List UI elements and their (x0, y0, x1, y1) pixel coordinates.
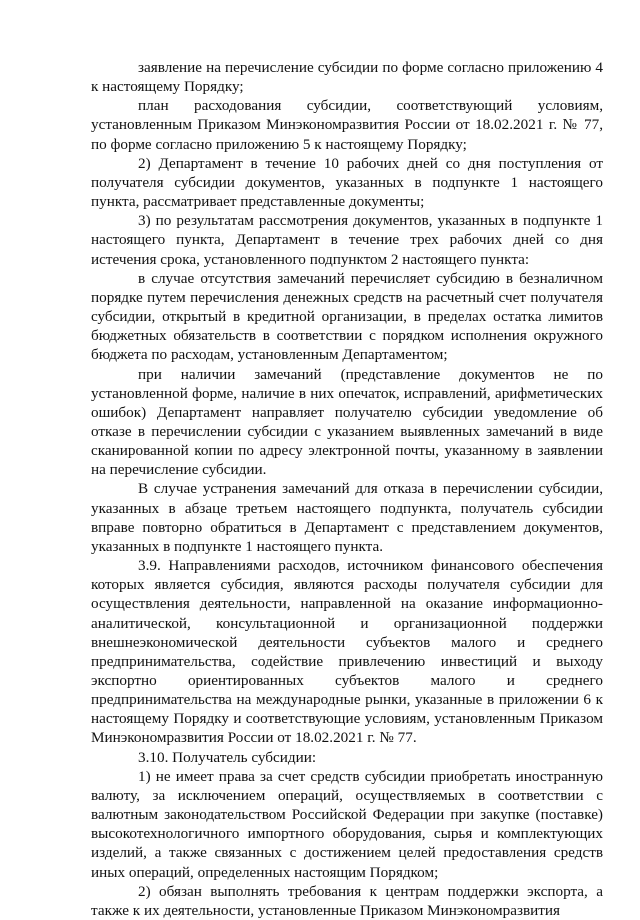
paragraph-no-remarks: в случае отсутствия замечаний перечисляет субсидию в безналичном порядке путем перечисления денежных средств на расчетный счет получателя субсидии, открытый в кредитной организации, в пределах остатка лимитов бюджетных обязательств в соответствии с порядком исполнения окружного бюджета по расходам, установленным Департаментом; (91, 269, 603, 364)
paragraph-with-remarks: при наличии замечаний (представление документов не по установленной форме, наличие в них опечаток, исправлений, арифметических ошибок) Департамент направляет получателю субсидии уведомление об отказе в перечислении субсидии с указанием выявленных замечаний в виде сканированной копии по адресу электронной почты, указанному в заявлении на перечисление субсидии. (91, 365, 603, 479)
paragraph-currency-restriction: 1) не имеет права за счет средств субсидии приобретать иностранную валюту, за исключением операций, осуществляемых в соответствии с валютным законодательством Российской Федерации при закупке (поставке) высокотехнологичного импортного оборудования, сырья и комплектующих изделий, а также связанных с достижением целей предоставления средств иных операций, определенных настоящим Порядком; (91, 767, 603, 881)
paragraph-3-9: 3.9. Направлениями расходов, источником финансового обеспечения которых является субсидия, являются расходы получателя субсидии для осуществления деятельности, направленной на оказание информационно-аналитической, консультационной и организационной поддержки внешнеэкономической деятельности субъектов малого и среднего предпринимательства, содействие привлечению инвестиций и выходу экспортно ориентированных субъектов малого и среднего предпринимательства на международные рынки, указанные в приложении 6 к настоящему Порядку и соответствующие условиям, установленным Приказом Минэкономразвития России от 18.02.2021 г. № 77. (91, 557, 603, 747)
paragraph-resubmission: В случае устранения замечаний для отказа в перечислении субсидии, указанных в абзаце третьем настоящего подпункта, получатель субсидии вправе повторно обратиться в Департамент с представлением документов, указанных в подпункте 1 настоящего пункта. (91, 480, 603, 555)
document-body (91, 58, 603, 920)
paragraph-review-results: 3) по результатам рассмотрения документов, указанных в подпункте 1 настоящего пункта, Департамент в течение трех рабочих дней со дня истечения срока, установленного подпунктом 2 настоящего пункта: (91, 212, 603, 268)
paragraph-export-centers: 2) обязан выполнять требования к центрам поддержки экспорта, а также к их деятельности, установленные Приказом Минэкономразвития (91, 882, 603, 919)
paragraph-review-period: 2) Департамент в течение 10 рабочих дней со дня поступления от получателя субсидии документов, указанных в подпункте 1 настоящего пункта, рассматривает представленные документы; (91, 154, 603, 211)
paragraph-spending-plan: план расходования субсидии, соответствующий условиям, установленным Приказом Минэкономразвития России от 18.02.2021 г. № 77, по форме согласно приложению 5 к настоящему Порядку; (91, 97, 603, 153)
paragraph-3-10: 3.10. Получатель субсидии: (138, 748, 317, 766)
paragraph-application-form: заявление на перечисление субсидии по форме согласно приложению 4 к настоящему Порядку; (91, 59, 603, 96)
